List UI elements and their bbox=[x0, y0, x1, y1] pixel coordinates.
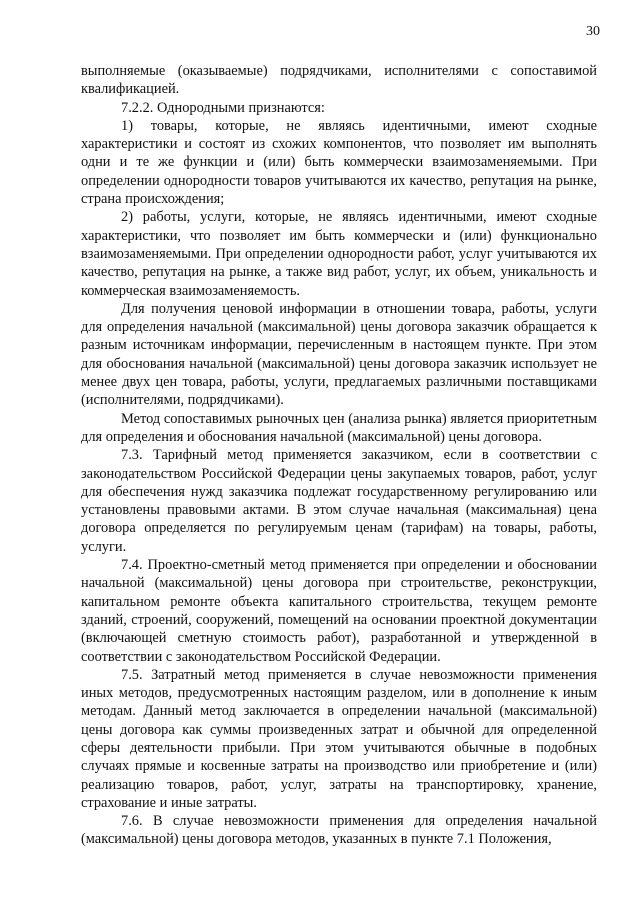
page-number: 30 bbox=[586, 24, 600, 39]
paragraph-goods: 1) товары, которые, не являясь идентичными, имеют сходные характеристики и состоят из схожих компонентов, что позволяет им выполнять одни и те же функции и (или) быть коммерчески взаимозаменяемыми. При определении однородности товаров учитываются их качество, репутация на рынке, страна происхождения; bbox=[81, 117, 597, 208]
document-body bbox=[81, 62, 597, 849]
paragraph-market-method: Метод сопоставимых рыночных цен (анализа рынка) является приоритетным для определения и обоснования начальной (максимальной) цены договора. bbox=[81, 410, 597, 445]
paragraph-7-2-2-heading: 7.2.2. Однородными признаются: bbox=[121, 99, 325, 116]
paragraph-7-3-tariff-method: 7.3. Тарифный метод применяется заказчиком, если в соответствии с законодательством Российской Федерации цены закупаемых товаров, работ, услуг для обеспечения нужд заказчика подлежат государственному регулированию или установлены правовыми актами. В этом случае начальная (максимальная) цена договора определяется по регулируемым ценам (тарифам) на товары, работы, услуги. bbox=[81, 447, 597, 555]
paragraph-7-4-design-estimate-method: 7.4. Проектно-сметный метод применяется при определении и обосновании начальной (максимальной) цены договора при строительстве, реконструкции, капитальном ремонте объекта капитального строительства, текущем ремонте зданий, строений, сооружений, помещений на основании проектной документации (включающей сметную стоимость работ), разработанной и утвержденной в соответствии с законодательством Российской Федерации. bbox=[81, 557, 597, 665]
paragraph-price-information: Для получения ценовой информации в отношении товара, работы, услуги для определения начальной (максимальной) цены договора заказчик обращается к разным источникам информации, перечисленным в настоящем пункте. При этом для обоснования начальной (максимальной) цены договора заказчик использует не менее двух цен товара, работы, услуги, предлагаемых различными поставщиками (исполнителями, подрядчиками). bbox=[81, 300, 597, 409]
paragraph-continuation: выполняемые (оказываемые) подрядчиками, исполнителями с сопоставимой квалификацией. bbox=[81, 63, 597, 98]
paragraph-7-6: 7.6. В случае невозможности применения для определения начальной (максимальной) цены договора методов, указанных в пункте 7.1 Положения, bbox=[81, 813, 597, 848]
paragraph-works-services: 2) работы, услуги, которые, не являясь идентичными, имеют сходные характеристики, что позволяет им быть коммерчески и (или) функционально взаимозаменяемыми. При определении однородности работ, услуг учитываются их качество, репутация на рынке, а также вид работ, услуг, их объем, уникальность и коммерческая взаимозаменяемость. bbox=[81, 209, 597, 299]
paragraph-7-5-cost-method: 7.5. Затратный метод применяется в случае невозможности применения иных методов, предусмотренных настоящим разделом, или в дополнение к иным методам. Данный метод заключается в определении начальной (максимальной) цены договора как суммы произведенных затрат и обычной для определенной сферы деятельности прибыли. При этом учитываются обычные в подобных случаях прямые и косвенные затраты на производство или приобретение и (или) реализацию товаров, работ, услуг, затраты на транспортировку, хранение, страхование и иные затраты. bbox=[81, 666, 597, 811]
